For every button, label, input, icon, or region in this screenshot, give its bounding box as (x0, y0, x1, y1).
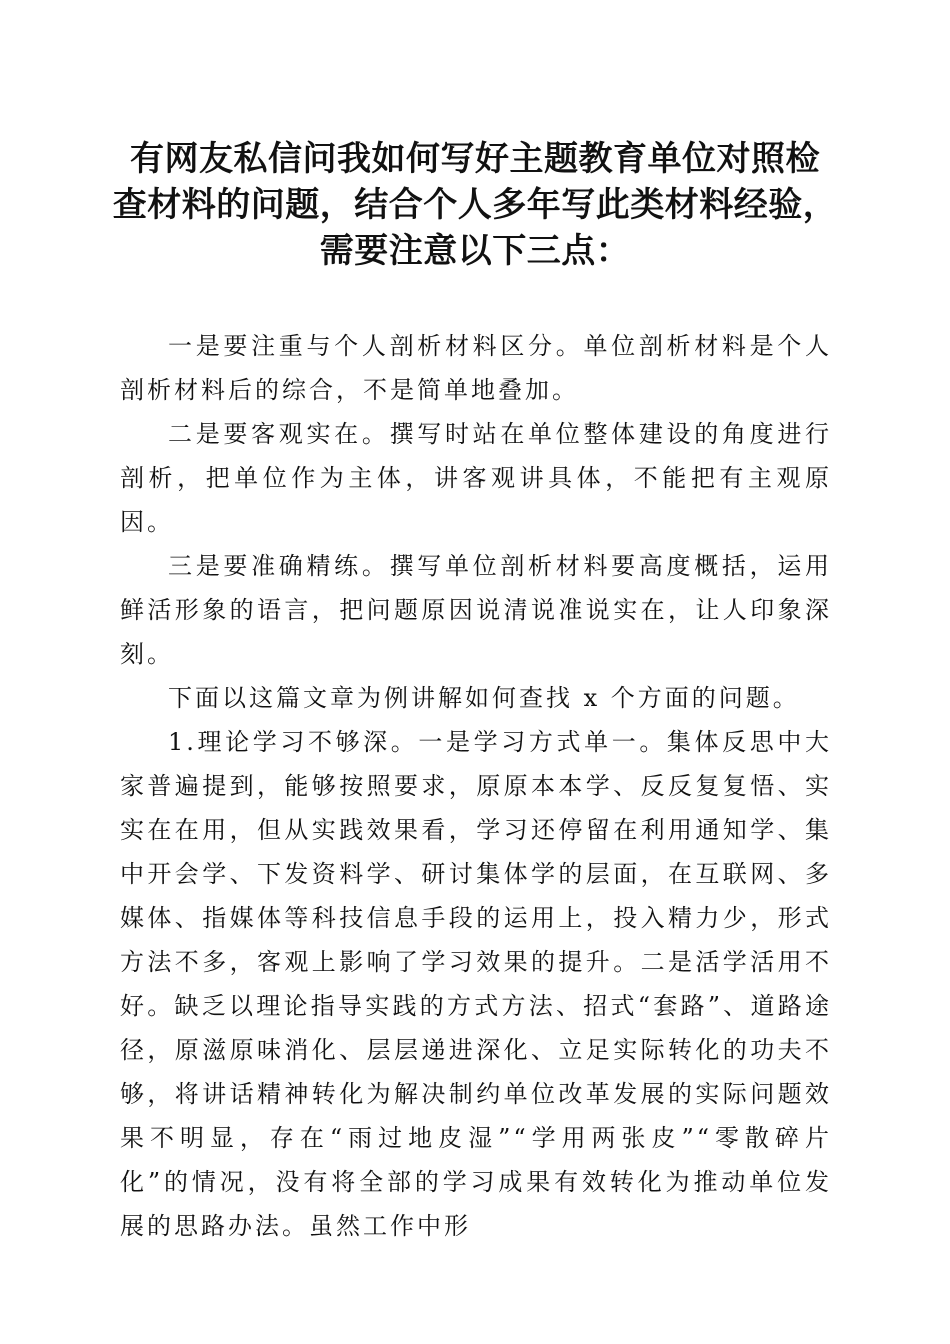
document-body (120, 324, 832, 1248)
paragraph-text: 撰写时站在单位整体建设的角度进行剖析，把单位作为主体，讲客观讲具体，不能把有主观原因。 (120, 420, 833, 536)
paragraph-lead: 一是要注重与个人剖析材料区分。 (168, 332, 584, 360)
paragraph-lead: 三是要准确精练。 (168, 552, 390, 580)
paragraph-text: 撰写单位剖析材料要高度概括，运用鲜活形象的语言，把问题原因说清说准说实在，让人印象深刻。 (120, 552, 833, 668)
title-line-1: 有网友私信问我如何写好主题教育单位对照检 (130, 139, 820, 179)
paragraph-lead: 二是要客观实在。 (168, 420, 390, 448)
paragraph-intro (120, 676, 832, 720)
paragraph-text: 1.理论学习不够深。一是学习方式单一。集体反思中大家普遍提到，能够按照要求，原原本本学、反反复复悟、实实在在用，但从实践效果看，学习还停留在利用通知学、集中开会学、下发资料学、研讨集体学的层面，在互联网、多媒体、指媒体等科技信息手段的运用上，投入精力少，形式方法不多，客观上影响了学习效果的提升。二是活学活用不好。缺乏以理论指导实践的方式方法、招式“套路”、道路途径，原滋原味消化、层层递进深化、立足实际转化的功夫不够，将讲话精神转化为解决制约单位改革发展的实际问题效果不明显，存在“雨过地皮湿”“学用两张皮”“零散碎片化”的情况，没有将全部的学习成果有效转化为推动单位发展的思路办法。虽然工作中形 (120, 728, 832, 1240)
paragraph-point-three (120, 544, 832, 676)
paragraph-point-one (120, 324, 832, 412)
paragraph-text: 下面以这篇文章为例讲解如何查找 x 个方面的问题。 (168, 684, 800, 712)
paragraph-point-two (120, 412, 832, 544)
paragraph-section-one (120, 720, 832, 1248)
paragraph-text: 单位剖析材料是个人剖析材料后的综合，不是简单地叠加。 (120, 332, 833, 404)
document-title (110, 136, 840, 274)
title-line-3: 需要注意以下三点： (319, 231, 631, 271)
title-line-2: 查材料的问题，结合个人多年写此类材料经验， (112, 185, 838, 225)
